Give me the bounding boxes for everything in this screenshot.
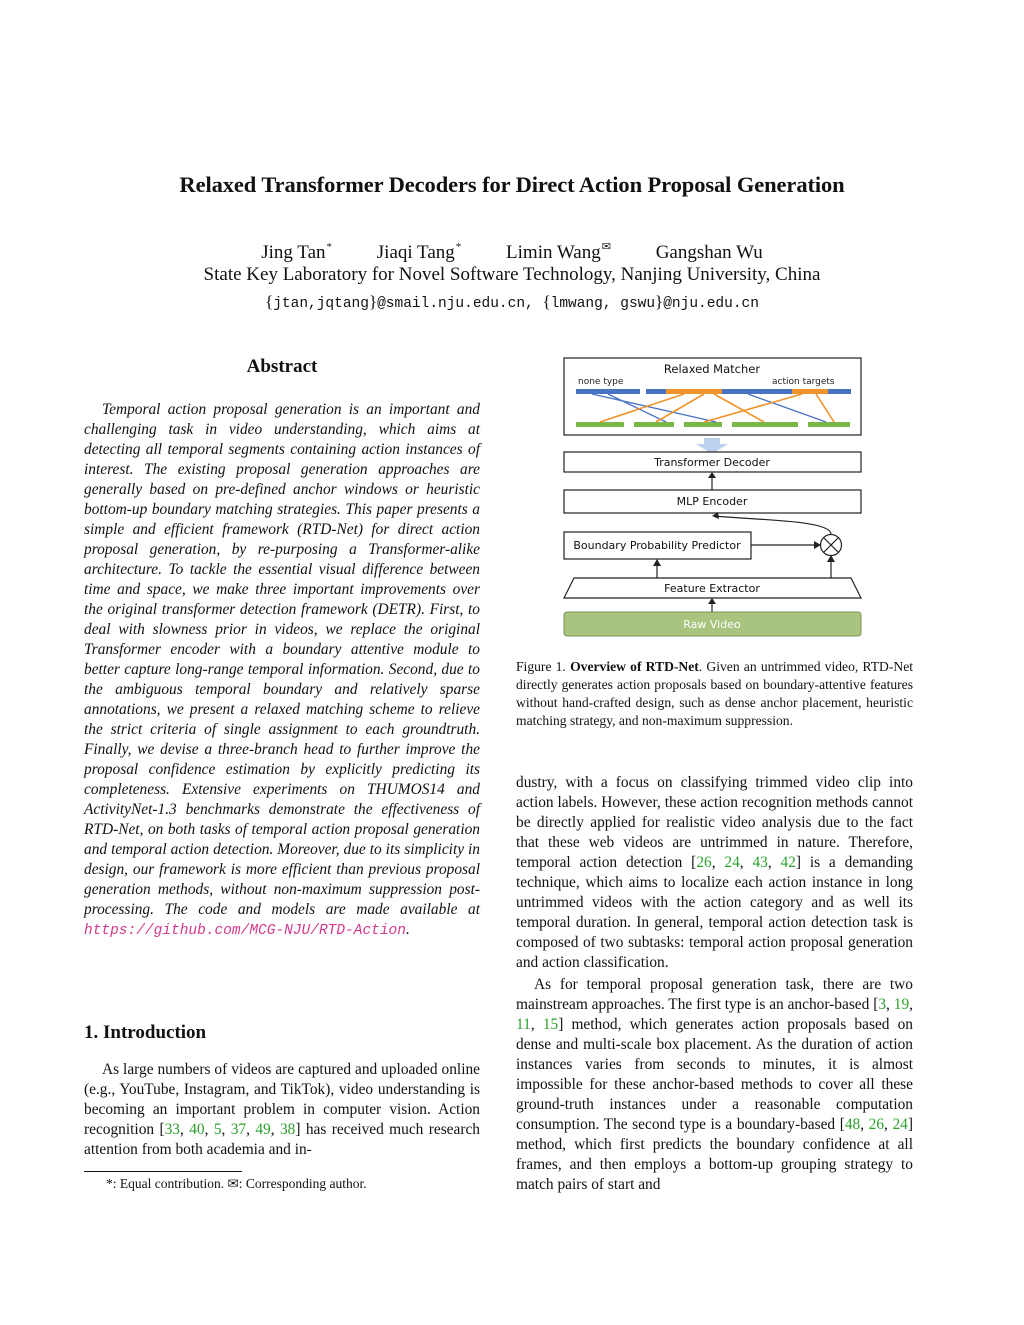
citation[interactable]: 19 (893, 996, 910, 1013)
citation[interactable]: 26 (868, 1116, 885, 1133)
relaxed-matcher-label: Relaxed Matcher (663, 362, 761, 376)
action-targets-label: action targets (772, 377, 835, 387)
citation[interactable]: 26 (696, 854, 712, 871)
bpp-label: Boundary Probability Predictor (573, 539, 741, 552)
green-bar (732, 422, 798, 427)
transformer-decoder-label: Transformer Decoder (654, 456, 770, 469)
section-heading-introduction: 1. Introduction (84, 1022, 207, 1043)
green-bar (576, 422, 624, 427)
author: Jing Tan* (261, 241, 333, 263)
citation[interactable]: 38 (279, 1121, 296, 1138)
citation[interactable]: 3 (878, 996, 887, 1013)
green-bar (808, 422, 850, 427)
paper-title: Relaxed Transformer Decoders for Direct Action Proposal Generation (179, 172, 845, 197)
citation[interactable]: 37 (230, 1121, 247, 1138)
citation[interactable]: 42 (780, 854, 796, 871)
citation[interactable]: 33 (164, 1121, 180, 1138)
figure-caption: Figure 1. Overview of RTD-Net. Given an untrimmed video, RTD-Net directly generates action proposals based on boundary-attentive features without hand-crafted design, such as dense anchor placement, heuristic matching strategy, and non-maximum suppression. (516, 659, 913, 728)
abstract-section (84, 356, 480, 941)
author-list (0, 240, 1024, 264)
abstract-heading: Abstract (246, 356, 318, 377)
raw-video-label: Raw Video (683, 618, 741, 631)
citation[interactable]: 24 (724, 854, 740, 871)
orange-target (792, 389, 828, 394)
paragraph: dustry, with a focus on classifying trimmed video clip into action labels. However, these action recognition methods cannot be directly applied for realistic video analysis due to the fact that these web videos are untrimmed in nature. Therefore, temporal action detection [26, 24, 43, 42] is a demanding technique, which aims to localize each action instance in long untrimmed videos with the action category and as well its temporal duration. In general, temporal action detection task is composed of two subtasks: temporal action proposal generation and action classification. (516, 774, 913, 971)
affiliation: State Key Laboratory for Novel Software Technology, Nanjing University, China (203, 264, 821, 285)
citation[interactable]: 15 (542, 1016, 559, 1033)
intro-paragraph: As large numbers of videos are captured and uploaded online (e.g., YouTube, Instagram, and TikTok), video understanding is becoming an important problem in computer vision. Action recognition [33, 40, 5, 37, 49, 38] has received much research attention from both academia and in- (84, 1061, 481, 1158)
citation[interactable]: 49 (255, 1121, 271, 1138)
blue-bar (576, 389, 640, 394)
author: Jiaqi Tang* (376, 241, 462, 263)
author: Gangshan Wu (655, 242, 763, 263)
green-bar (684, 422, 722, 427)
citation[interactable]: 24 (892, 1116, 908, 1133)
figure-1 (516, 350, 913, 650)
author-emails: {jtan,jqtang}@smail.nju.edu.cn, {lmwang, gswu}@nju.edu.cn (265, 292, 759, 312)
citation[interactable]: 43 (752, 854, 768, 871)
code-link[interactable]: https://github.com/MCG-NJU/RTD-Action (84, 923, 406, 939)
citation[interactable]: 48 (844, 1116, 861, 1133)
citation[interactable]: 40 (189, 1121, 205, 1138)
mlp-encoder-label: MLP Encoder (676, 495, 748, 508)
green-bar (634, 422, 674, 427)
paragraph: As for temporal proposal generation task, there are two mainstream approaches. The first type is an anchor-based [3, 19, 11, 15] method, which generates action proposals based on dense and multi-scale box placement. As the duration of action instances varies from seconds to minutes, it is almost impossible for these anchor-based methods to cover all these ground-truth instances under a reasonable computation consumption. The second type is a boundary-based [48, 26, 24] method, which first predicts the boundary confidence at all frames, and then employs a bottom-up grouping strategy to match pairs of start and (516, 976, 914, 1193)
none-type-label: none type (578, 377, 624, 387)
footnote: *: Equal contribution. ✉: Corresponding author. (106, 1176, 367, 1191)
citation[interactable]: 11 (516, 1016, 531, 1033)
orange-target (666, 389, 722, 394)
citation[interactable]: 5 (213, 1121, 222, 1138)
abstract-body: Temporal action proposal generation is an important and challenging task in video understanding, which aims at detecting all temporal segments containing action instances of interest. The existing proposal generation approaches are generally based on pre-defined anchor windows or heuristic bottom-up boundary matching strategies. This paper presents a simple and efficient framework (RTD-Net) for direct action proposal generation, by re-purposing a Transformer-alike architecture. To tackle the essential visual difference between time and space, we make three important improvements over the original transformer detection framework (DETR). First, to deal with slowness prior in videos, we replace the original Transformer encoder with a boundary attentive module to better capture long-range temporal information. Second, due to the ambiguous temporal boundary and relatively sparse annotations, we present a relaxed matching scheme to relieve the strict criteria of single assignment to each groundtruth. Finally, we devise a three-branch head to further improve the proposal confidence estimation by explicitly predicting its completeness. Extensive experiments on THUMOS14 and ActivityNet-1.3 benchmarks demonstrate the effectiveness of RTD-Net, on both tasks of temporal action proposal generation and temporal action detection. Moreover, due to its simplicity in design, our framework is more efficient than previous proposal generation methods, without non-maximum suppression post-processing. The code and models are made available at https://github.com/MCG-NJU/RTD-Action. (84, 401, 480, 939)
author: Limin Wang✉ (506, 241, 611, 263)
footnote-rule (84, 1171, 242, 1172)
feature-extractor-label: Feature Extractor (664, 582, 760, 595)
right-column-body (516, 773, 913, 1195)
